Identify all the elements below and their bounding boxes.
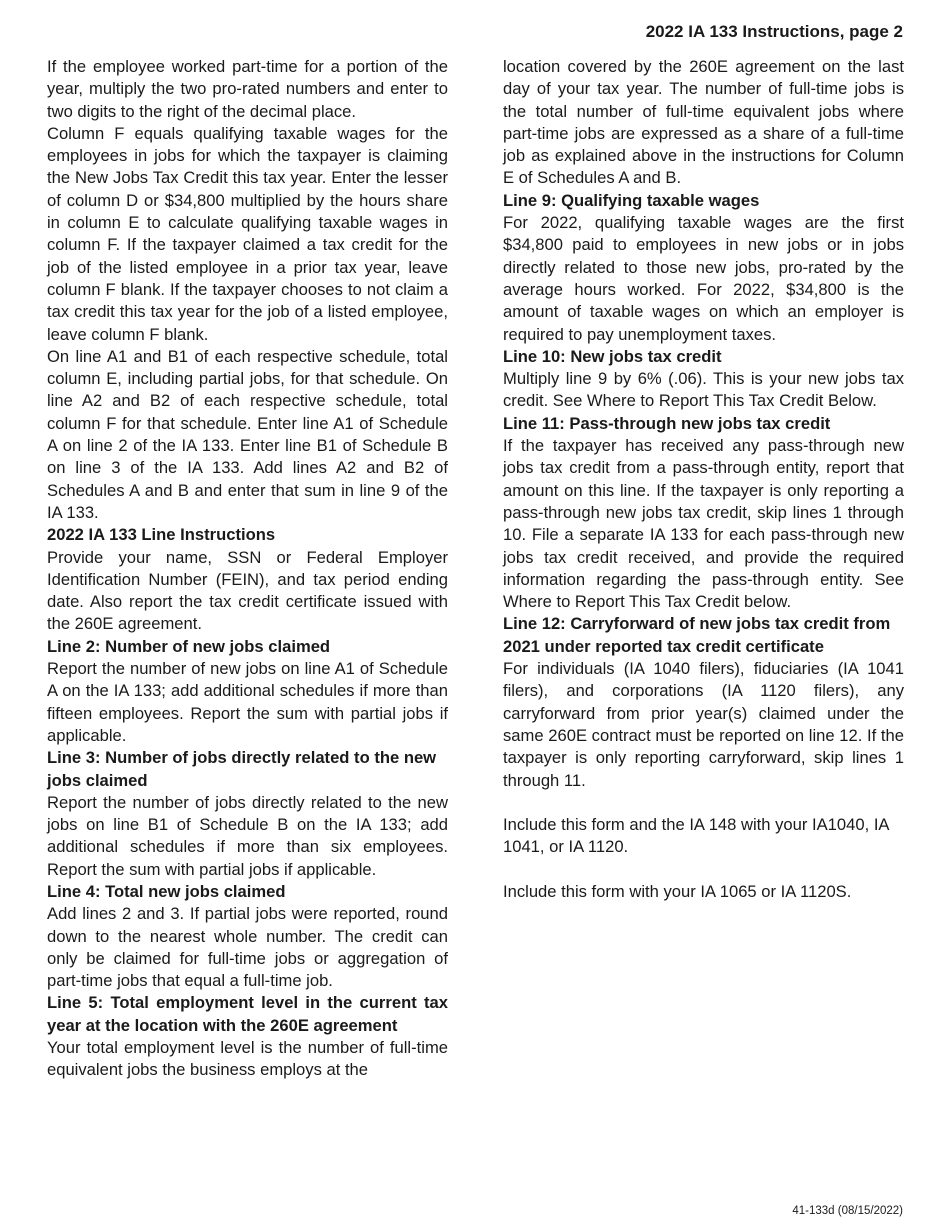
section-heading: Line 2: Number of new jobs claimed	[47, 636, 331, 656]
paragraph: On line A1 and B1 of each respective schedule, total column E, including partial jobs, for that schedule. On line A2 and B2 of each respective schedule, total column F for that schedule. Enter line A1 of Schedule A on line 2 of the IA 133. Enter line B1 of Schedule B on line 3 of the IA 133. Add lines A2 and B2 of Schedules A and B and enter that sum in line 9 of the IA 133.	[47, 346, 448, 522]
right-column	[503, 56, 904, 903]
form-id-footer: 41-133d (08/15/2022)	[792, 1205, 903, 1217]
paragraph: Your total employment level is the number of full-time equivalent jobs the business employs at the	[47, 1038, 448, 1080]
paragraph: Column F equals qualifying taxable wages for the employees in jobs for which the taxpayer is claiming the New Jobs Tax Credit this tax year. Enter the lesser of column D or $34,800 multiplied by the hours share in column E to calculate qualifying taxable wages in column F. If the taxpayer claimed a tax credit for the job of the listed employee in a prior tax year, leave column F blank. If the taxpayer chooses to not claim a tax credit this tax year for the job of a listed employee, leave column F blank.	[47, 123, 448, 344]
section-heading: Line 5: Total employment level in the current tax year at the location with the 260E agreement	[47, 993, 448, 1035]
page-title: 2022 IA 133 Instructions, page 2	[645, 22, 903, 41]
paragraph: location covered by the 260E agreement on the last day of your tax year. The number of full-time jobs is the total number of full-time equivalent jobs where part-time jobs are expressed as a share of a full-time job as explained above in the instructions for Column E of Schedules A and B.	[503, 57, 904, 188]
paragraph: Provide your name, SSN or Federal Employer Identification Number (FEIN), and tax period ending date. Also report the tax credit certificate issued with the 260E agreement.	[47, 547, 448, 634]
section-heading: Line 12: Carryforward of new jobs tax credit from 2021 under reported tax credit certificate	[503, 614, 891, 656]
section-heading: Line 3: Number of jobs directly related to the new jobs claimed	[47, 748, 437, 790]
section-heading: Line 10: New jobs tax credit	[503, 346, 722, 366]
paragraph: If the taxpayer has received any pass-through new jobs tax credit from a pass-through entity, report that amount on this line. If the taxpayer is only reporting a pass-through new jobs tax credit, skip lines 1 through 10. File a separate IA 133 for each pass-through new jobs tax credit received, and provide the required information regarding the pass-through entity. See Where to Report This Tax Credit below.	[503, 436, 904, 612]
paragraph: Add lines 2 and 3. If partial jobs were reported, round down to the nearest whole number. The credit can only be claimed for full-time jobs or aggregation of part-time jobs that equal a full-time job.	[47, 904, 448, 991]
paragraph: For 2022, qualifying taxable wages are the first $34,800 paid to employees in new jobs or in jobs directly related to those new jobs, pro-rated by the average hours worked. For 2022, $34,800 is the amount of taxable wages on which an employer is required to pay unemployment taxes.	[503, 213, 904, 344]
section-heading: Line 4: Total new jobs claimed	[47, 881, 286, 901]
section-heading: Line 9: Qualifying taxable wages	[503, 190, 760, 210]
spacer	[503, 859, 904, 881]
paragraph: Multiply line 9 by 6% (.06). This is your new jobs tax credit. See Where to Report This Tax Credit Below.	[503, 369, 904, 411]
paragraph: Report the number of new jobs on line A1 of Schedule A on the IA 133; add additional schedules if more than fifteen employees. Report the sum with partial jobs if applicable.	[47, 659, 448, 745]
spacer	[503, 792, 904, 814]
left-column	[47, 56, 448, 1082]
section-heading: 2022 IA 133 Line Instructions	[47, 525, 276, 545]
paragraph: For individuals (IA 1040 filers), fiduciaries (IA 1041 filers), and corporations (IA 1120 filers), any carryforward from prior year(s) claimed under the same 260E contract must be reported on line 12. If the taxpayer is only reporting carryforward, skip lines 1 through 11.	[503, 659, 904, 790]
paragraph: If the employee worked part-time for a portion of the year, multiply the two pro-rated numbers and enter to two digits to the right of the decimal place.	[47, 57, 448, 121]
paragraph: Include this form with your IA 1065 or IA 1120S.	[503, 881, 852, 901]
section-heading: Line 11: Pass-through new jobs tax credit	[503, 413, 831, 433]
paragraph: Report the number of jobs directly related to the new jobs on line B1 of Schedule B on the IA 133; add additional schedules if more than six employees. Report the sum with partial jobs if applicable.	[47, 792, 448, 879]
paragraph: Include this form and the IA 148 with your IA1040, IA 1041, or IA 1120.	[503, 815, 889, 857]
